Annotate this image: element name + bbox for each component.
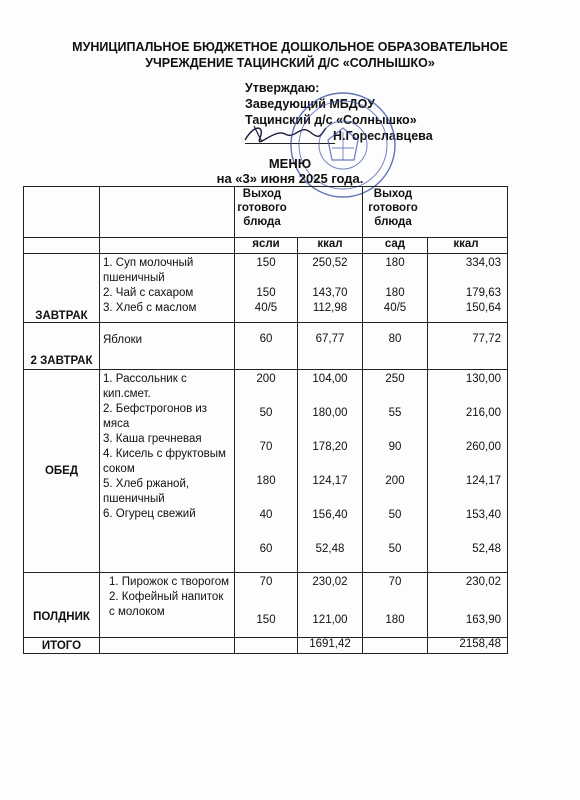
value: 150 xyxy=(256,287,276,299)
value: 180,00 xyxy=(312,407,348,419)
menu-title: МЕНЮ xyxy=(268,156,312,171)
meal-name: 2 ЗАВТРАК xyxy=(24,323,100,370)
table-row xyxy=(24,370,508,573)
table-subhead-row xyxy=(24,238,508,254)
value: 90 xyxy=(388,441,402,453)
value: 40/5 xyxy=(383,302,407,314)
subhead-empty-dish xyxy=(100,238,235,254)
value: 124,17 xyxy=(312,475,348,487)
value: 60 xyxy=(235,323,298,370)
dish-item: 2. Кофейный напиток с молоком xyxy=(109,591,224,618)
value: 250,52 xyxy=(312,257,348,269)
dish-list xyxy=(100,573,235,638)
kcal1-values xyxy=(298,573,363,638)
org-name-line1: МУНИЦИПАЛЬНОЕ БЮДЖЕТНОЕ ДОШКОЛЬНОЕ ОБРАЗОВАТЕЛЬНОЕ xyxy=(72,40,508,54)
value: 55 xyxy=(388,407,402,419)
value: 200 xyxy=(256,373,276,385)
table-row xyxy=(24,254,508,323)
kcal2-values xyxy=(428,254,508,323)
total-empty-dish xyxy=(100,638,235,654)
total-kcal2: 2158,48 xyxy=(428,638,508,654)
head-kcal2: ккал xyxy=(428,238,508,254)
value: 40/5 xyxy=(254,302,278,314)
value: 130,00 xyxy=(465,373,501,385)
head-empty-dish xyxy=(100,187,235,238)
value: 124,17 xyxy=(465,475,501,487)
value: 180 xyxy=(385,614,405,626)
total-empty-yasli xyxy=(235,638,298,654)
value: 156,40 xyxy=(312,509,348,521)
value: 150 xyxy=(256,257,276,269)
value: 250 xyxy=(385,373,405,385)
value: 150,64 xyxy=(465,302,501,314)
sad-values xyxy=(363,370,428,573)
value: 163,90 xyxy=(465,614,501,626)
dish-list xyxy=(100,370,235,573)
head-yasli: ясли xyxy=(235,238,298,254)
table-row xyxy=(24,573,508,638)
dish-list xyxy=(100,254,235,323)
dish-item: 1. Суп молочный пшеничный xyxy=(103,257,194,284)
value: 180 xyxy=(256,475,276,487)
sad-values xyxy=(363,254,428,323)
value: 70 xyxy=(259,441,273,453)
head-empty-meal xyxy=(24,187,100,238)
value: 60 xyxy=(259,543,273,555)
head-yield-yasli: Выход готового блюда xyxy=(235,187,363,238)
menu-date: на «3» июня 2025 года. xyxy=(216,171,364,186)
value: 50 xyxy=(388,509,402,521)
head-yield-sad: Выход готового блюда xyxy=(363,187,508,238)
value: 80 xyxy=(363,323,428,370)
kcal2-values xyxy=(428,573,508,638)
value: 121,00 xyxy=(312,614,348,626)
dish-item: 1. Пирожок с творогом xyxy=(109,576,230,588)
meal-name: ОБЕД xyxy=(24,370,100,573)
dish-item: 3. Каша гречневая xyxy=(103,433,202,445)
meal-name: ЗАВТРАК xyxy=(24,254,100,323)
value: 143,70 xyxy=(312,287,348,299)
value: 179,63 xyxy=(465,287,501,299)
value: 104,00 xyxy=(312,373,348,385)
value: 334,03 xyxy=(465,257,501,269)
value: 230,02 xyxy=(312,576,348,588)
subhead-empty-meal xyxy=(24,238,100,254)
dish-item: Яблоки xyxy=(100,323,235,370)
approval-signer: Н.Гореславцева xyxy=(333,129,433,143)
sad-values xyxy=(363,573,428,638)
yasli-values xyxy=(235,573,298,638)
dish-item: 4. Кисель с фруктовым соком xyxy=(103,448,226,475)
total-kcal1: 1691,42 xyxy=(298,638,363,654)
value: 70 xyxy=(259,576,273,588)
value: 40 xyxy=(259,509,273,521)
value: 200 xyxy=(385,475,405,487)
value: 230,02 xyxy=(465,576,501,588)
kcal1-values xyxy=(298,370,363,573)
table-row xyxy=(24,323,508,370)
yasli-values xyxy=(235,370,298,573)
head-sad: сад xyxy=(363,238,428,254)
value: 70 xyxy=(388,576,402,588)
dish-item: 1. Рассольник с кип.смет. xyxy=(103,373,187,400)
head-kcal1: ккал xyxy=(298,238,363,254)
value: 153,40 xyxy=(465,509,501,521)
total-label: ИТОГО xyxy=(24,638,100,654)
meal-name: ПОЛДНИК xyxy=(24,573,100,638)
value: 260,00 xyxy=(465,441,501,453)
value: 112,98 xyxy=(312,302,348,314)
dish-item: 2. Бефстрогонов из мяса xyxy=(103,403,208,430)
value: 67,77 xyxy=(298,323,363,370)
value: 216,00 xyxy=(465,407,501,419)
approval-line3: Тацинский д/с «Солнышко» xyxy=(245,113,417,127)
value: 178,20 xyxy=(312,441,348,453)
value: 50 xyxy=(259,407,273,419)
value: 52,48 xyxy=(472,543,501,555)
dish-item: 5. Хлеб ржаной, пшеничный xyxy=(103,478,190,505)
value: 52,48 xyxy=(315,543,345,555)
menu-table xyxy=(23,186,508,654)
kcal2-values xyxy=(428,370,508,573)
yasli-values xyxy=(235,254,298,323)
value: 50 xyxy=(388,543,402,555)
table-head-row xyxy=(24,187,508,238)
value: 180 xyxy=(385,287,405,299)
approval-line1: Утверждаю: xyxy=(245,81,320,95)
value: 150 xyxy=(256,614,276,626)
approval-line2: Заведующий МБДОУ xyxy=(245,97,375,111)
org-name-line2: УЧРЕЖДЕНИЕ ТАЦИНСКИЙ Д/С «СОЛНЫШКО» xyxy=(145,56,435,70)
total-row xyxy=(24,638,508,654)
dish-item: 2. Чай с сахаром xyxy=(103,287,194,299)
value: 180 xyxy=(385,257,405,269)
value: 77,72 xyxy=(428,323,508,370)
dish-item: 3. Хлеб с маслом xyxy=(103,302,197,314)
dish-item: 6. Огурец свежий xyxy=(103,508,196,520)
total-empty-sad xyxy=(363,638,428,654)
kcal1-values xyxy=(298,254,363,323)
